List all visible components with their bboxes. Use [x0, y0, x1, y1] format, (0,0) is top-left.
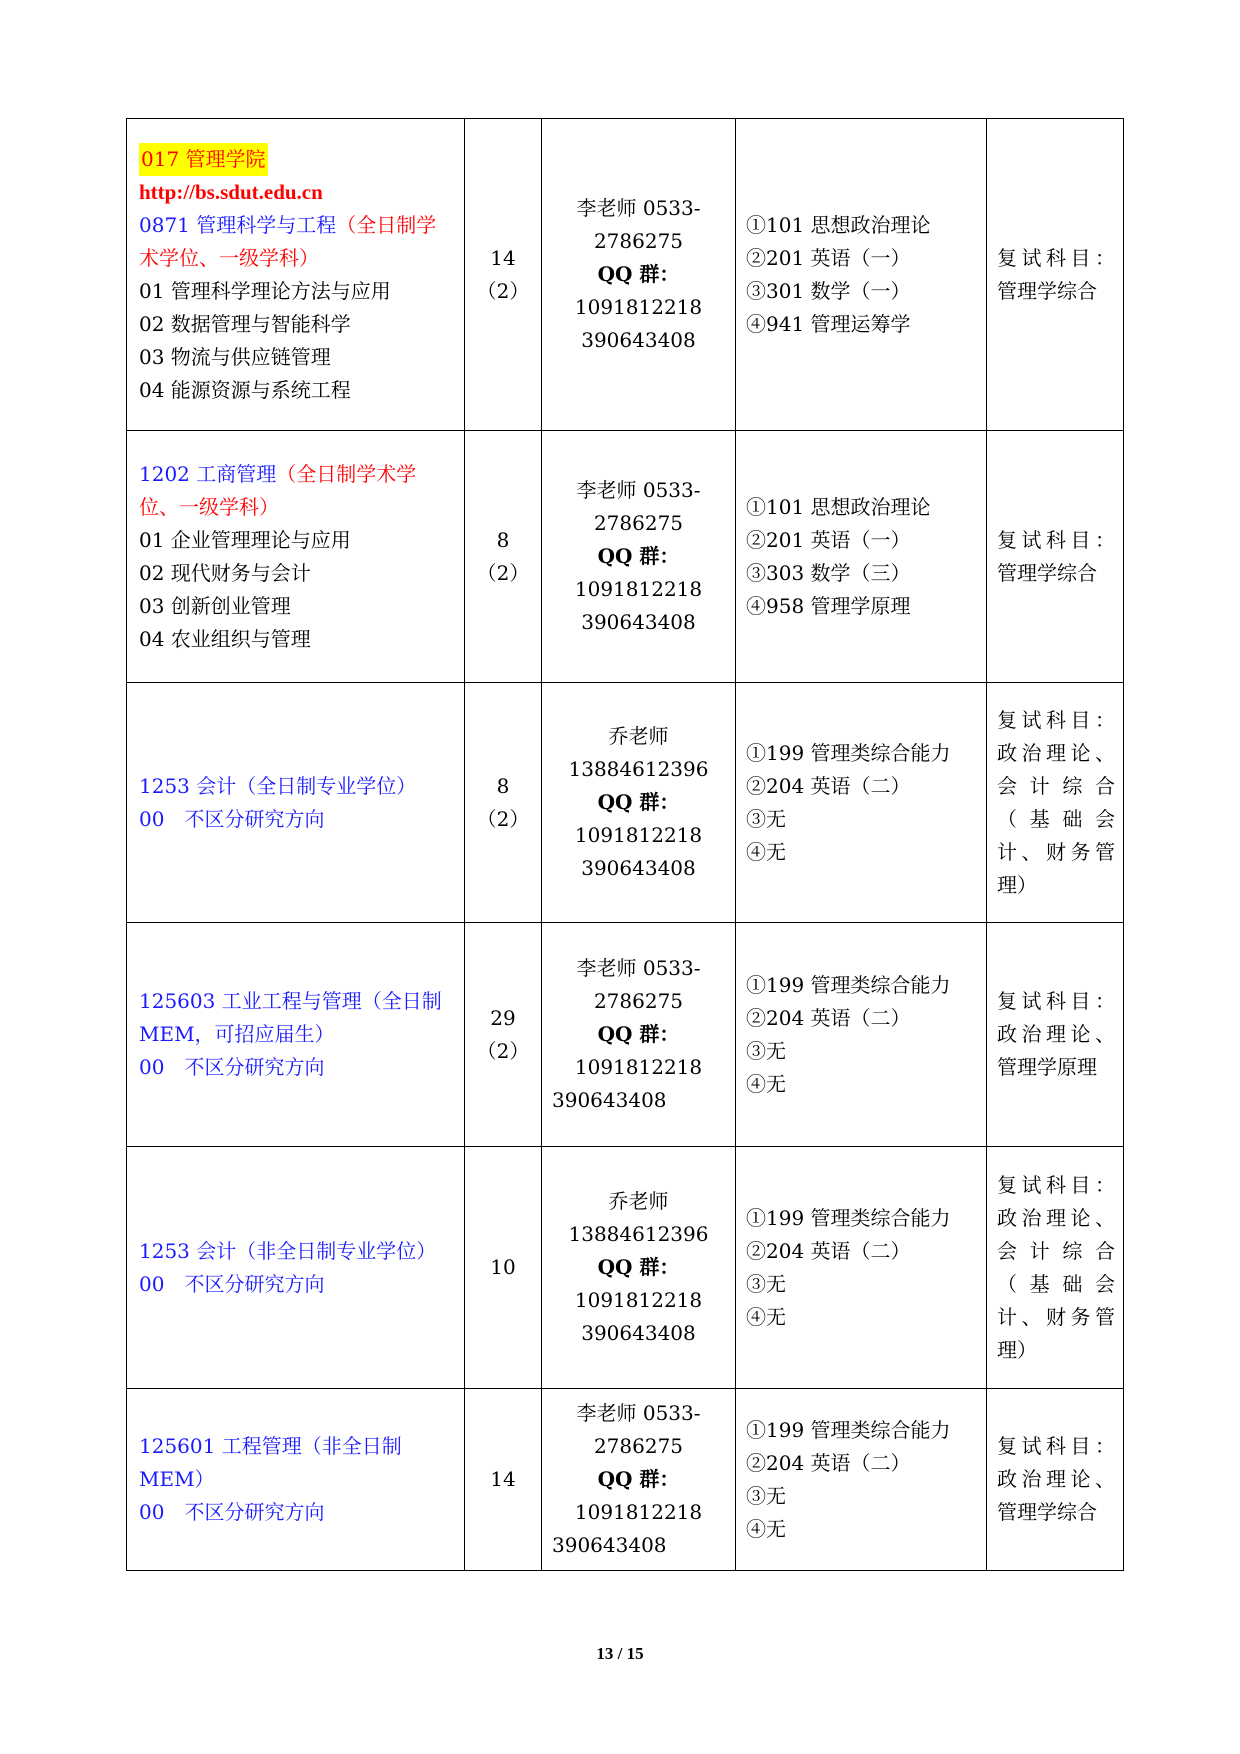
- program-cell: [127, 923, 465, 1147]
- program-name: 125601 工程管理（非全日制 MEM）: [139, 1434, 402, 1491]
- exam-item: ①101 思想政治理论: [746, 494, 931, 519]
- contact-cell: [542, 431, 736, 683]
- direction-item: 00 不区分研究方向: [139, 1500, 325, 1524]
- exam-cell: [736, 431, 987, 683]
- table-row: [127, 431, 1124, 683]
- table-row: [127, 683, 1124, 923]
- qq-number: 390643408: [552, 1088, 667, 1112]
- qq-label: QQ 群：: [597, 544, 680, 568]
- retest-subjects: 复试科目：政治理论、管理学综合: [997, 1434, 1115, 1524]
- college-url[interactable]: http://bs.sdut.edu.cn: [139, 179, 323, 204]
- program-cell: [127, 683, 465, 923]
- quota-exempt: （2）: [476, 560, 530, 585]
- exam-item: ④无: [746, 1071, 786, 1096]
- exam-item: ③无: [746, 1271, 786, 1296]
- direction-item: 00 不区分研究方向: [139, 1271, 325, 1296]
- contact-cell: [542, 683, 736, 923]
- contact-name: 乔老师: [608, 724, 669, 748]
- exam-item: ④无: [746, 839, 786, 864]
- quota: 8: [496, 527, 510, 552]
- exam-item: ②201 英语（一）: [746, 527, 911, 552]
- program-note: （全日制学术学位、一级学科）: [139, 212, 437, 270]
- admissions-table: [126, 118, 1124, 1571]
- program-name: 1253 会计（非全日制专业学位）: [139, 1238, 437, 1263]
- retest-subjects: 复试科目：政治理论、会计综合（基础会计、财务管理）: [997, 1172, 1115, 1362]
- exam-cell: [736, 683, 987, 923]
- contact-info: 李老师 0533-2786275: [576, 196, 701, 253]
- qq-number: 1091812218: [574, 1288, 703, 1312]
- exam-item: ④无: [746, 1516, 786, 1541]
- table-row: [127, 119, 1124, 431]
- exam-item: ①199 管理类综合能力: [746, 740, 951, 765]
- exam-item: ②204 英语（二）: [746, 1238, 911, 1263]
- quota: 8: [496, 773, 510, 798]
- exam-item: ④941 管理运筹学: [746, 311, 911, 336]
- contact-cell: [542, 1389, 736, 1571]
- exam-item: ③无: [746, 806, 786, 831]
- retest-cell: [987, 119, 1124, 431]
- direction-item: 02 现代财务与会计: [139, 560, 311, 585]
- direction-item: 00 不区分研究方向: [139, 806, 325, 831]
- contact-cell: [542, 1147, 736, 1389]
- exam-item: ②201 英语（一）: [746, 245, 911, 270]
- quota-cell: [465, 1147, 542, 1389]
- exam-item: ①199 管理类综合能力: [746, 972, 951, 997]
- program-cell: [127, 431, 465, 683]
- contact-info: 李老师 0533-2786275: [576, 956, 701, 1013]
- exam-item: ④无: [746, 1304, 786, 1329]
- qq-label: QQ 群：: [597, 1255, 680, 1279]
- qq-number: 390643408: [552, 1533, 667, 1557]
- retest-cell: [987, 1389, 1124, 1571]
- exam-item: ③303 数学（三）: [746, 560, 911, 585]
- qq-number: 1091812218: [574, 1500, 703, 1524]
- quota-exempt: （2）: [476, 278, 530, 303]
- qq-label: QQ 群：: [597, 790, 680, 814]
- qq-number: 1091812218: [574, 295, 703, 319]
- retest-subjects: 复试科目：政治理论、管理学原理: [997, 989, 1115, 1079]
- program-note: （全日制学术学位、一级学科）: [139, 461, 417, 519]
- direction-item: 04 能源资源与系统工程: [139, 377, 351, 402]
- quota: 14: [490, 1467, 516, 1491]
- quota-cell: [465, 431, 542, 683]
- quota-exempt: （2）: [476, 1038, 530, 1063]
- retest-subjects: 复试科目：管理学综合: [997, 527, 1115, 585]
- quota-cell: [465, 119, 542, 431]
- program-cell: [127, 1147, 465, 1389]
- program-name: 0871 管理科学与工程: [139, 212, 337, 237]
- quota: 29: [490, 1005, 516, 1030]
- qq-label: QQ 群：: [597, 1467, 680, 1491]
- program-name: 1253 会计（全日制专业学位）: [139, 773, 417, 798]
- contact-info: 李老师 0533-2786275: [576, 478, 701, 535]
- quota-cell: [465, 923, 542, 1147]
- quota-cell: [465, 1389, 542, 1571]
- exam-item: ④958 管理学原理: [746, 593, 911, 618]
- retest-cell: [987, 1147, 1124, 1389]
- retest-cell: [987, 683, 1124, 923]
- qq-number: 1091812218: [574, 1055, 703, 1079]
- program-cell: [127, 1389, 465, 1571]
- retest-cell: [987, 431, 1124, 683]
- qq-label: QQ 群：: [597, 1022, 680, 1046]
- qq-number: 390643408: [581, 610, 696, 634]
- qq-number: 390643408: [581, 1321, 696, 1345]
- page-number: 13 / 15: [596, 1644, 644, 1663]
- exam-cell: [736, 1389, 987, 1571]
- direction-item: 04 农业组织与管理: [139, 626, 311, 651]
- quota-exempt: （2）: [476, 806, 530, 831]
- exam-item: ③无: [746, 1483, 786, 1508]
- program-cell: [127, 119, 465, 431]
- contact-name: 乔老师: [608, 1189, 669, 1213]
- direction-item: 03 创新创业管理: [139, 593, 291, 618]
- college-name: 017 管理学院: [139, 143, 268, 176]
- direction-item: 03 物流与供应链管理: [139, 344, 331, 369]
- exam-item: ②204 英语（二）: [746, 1005, 911, 1030]
- exam-item: ①199 管理类综合能力: [746, 1205, 951, 1230]
- direction-item: 02 数据管理与智能科学: [139, 311, 351, 336]
- qq-number: 390643408: [581, 856, 696, 880]
- exam-item: ③无: [746, 1038, 786, 1063]
- exam-item: ①101 思想政治理论: [746, 212, 931, 237]
- qq-number: 1091812218: [574, 577, 703, 601]
- direction-item: 01 管理科学理论方法与应用: [139, 278, 391, 303]
- retest-subjects: 复试科目：管理学综合: [997, 245, 1115, 303]
- qq-number: 1091812218: [574, 823, 703, 847]
- retest-cell: [987, 923, 1124, 1147]
- direction-item: 00 不区分研究方向: [139, 1055, 325, 1079]
- contact-phone: 13884612396: [568, 1222, 709, 1246]
- quota: 14: [490, 245, 516, 270]
- exam-item: ①199 管理类综合能力: [746, 1417, 951, 1442]
- contact-phone: 13884612396: [568, 757, 709, 781]
- exam-item: ②204 英语（二）: [746, 1450, 911, 1475]
- direction-item: 01 企业管理理论与应用: [139, 527, 351, 552]
- exam-item: ③301 数学（一）: [746, 278, 911, 303]
- contact-cell: [542, 923, 736, 1147]
- table-row: [127, 1389, 1124, 1571]
- retest-subjects: 复试科目：政治理论、会计综合（基础会计、财务管理）: [997, 707, 1115, 897]
- contact-info: 李老师 0533-2786275: [576, 1401, 701, 1458]
- contact-cell: [542, 119, 736, 431]
- qq-label: QQ 群：: [597, 262, 680, 286]
- program-name: 1202 工商管理: [139, 461, 277, 486]
- exam-item: ②204 英语（二）: [746, 773, 911, 798]
- exam-cell: [736, 923, 987, 1147]
- quota: 10: [490, 1255, 516, 1279]
- table-row: [127, 923, 1124, 1147]
- quota-cell: [465, 683, 542, 923]
- qq-number: 390643408: [581, 328, 696, 352]
- table-row: [127, 1147, 1124, 1389]
- exam-cell: [736, 119, 987, 431]
- program-name: 125603 工业工程与管理（全日制 MEM，可招应届生）: [139, 989, 442, 1046]
- exam-cell: [736, 1147, 987, 1389]
